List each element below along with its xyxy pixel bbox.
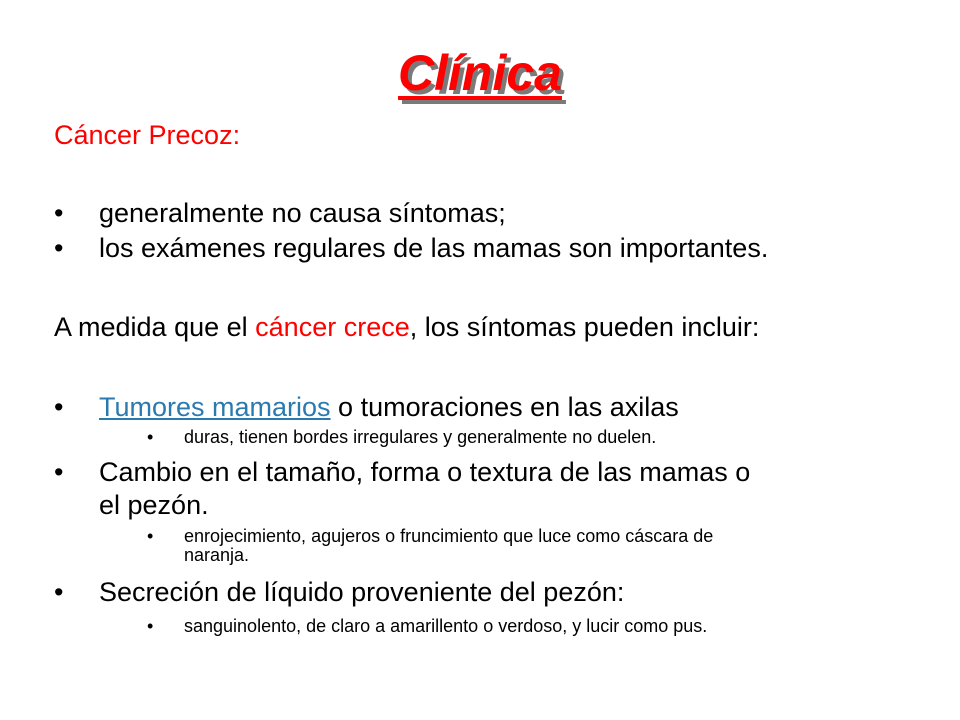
bullet-icon: • bbox=[54, 457, 64, 487]
section-heading-early-cancer: Cáncer Precoz: bbox=[54, 120, 241, 150]
bullet-icon: • bbox=[54, 392, 64, 422]
bullet-icon: • bbox=[54, 198, 64, 228]
symptom-detail-line: enrojecimiento, agujeros o fruncimiento que luce como cáscara de bbox=[184, 526, 714, 546]
symptom-text: Secreción de líquido proveniente del pezón: bbox=[99, 577, 625, 607]
symptom-text-line: Cambio en el tamaño, forma o textura de las mamas o bbox=[99, 457, 751, 487]
symptom-text-line: el pezón. bbox=[99, 490, 209, 520]
bullet-icon: • bbox=[54, 577, 64, 607]
intro-text-after: , los síntomas pueden incluir: bbox=[409, 312, 760, 342]
symptom-detail-text bbox=[184, 527, 713, 565]
symptoms-intro bbox=[54, 312, 759, 343]
early-bullet-text: generalmente no causa síntomas; bbox=[99, 198, 506, 228]
symptom-detail-text: sanguinolento, de claro a amarillento o verdoso, y lucir como pus. bbox=[184, 616, 708, 636]
sub-bullet-icon: • bbox=[147, 427, 154, 447]
symptom-text bbox=[99, 391, 679, 424]
symptom-text-rest: o tumoraciones en las axilas bbox=[330, 392, 679, 422]
symptom-detail-text: duras, tienen bordes irregulares y generalmente no duelen. bbox=[184, 427, 657, 447]
bullet-icon: • bbox=[54, 233, 64, 263]
symptom-text bbox=[99, 456, 750, 522]
intro-text-before: A medida que el bbox=[54, 312, 256, 342]
breast-tumors-link[interactable]: Tumores mamarios bbox=[99, 392, 331, 422]
intro-highlight: cáncer crece bbox=[255, 312, 410, 342]
sub-bullet-icon: • bbox=[147, 526, 154, 546]
sub-bullet-icon: • bbox=[147, 616, 154, 636]
symptom-detail-line: naranja. bbox=[184, 545, 250, 565]
slide-title: Clínica bbox=[398, 45, 562, 101]
early-bullet-text: los exámenes regulares de las mamas son importantes. bbox=[99, 233, 769, 263]
